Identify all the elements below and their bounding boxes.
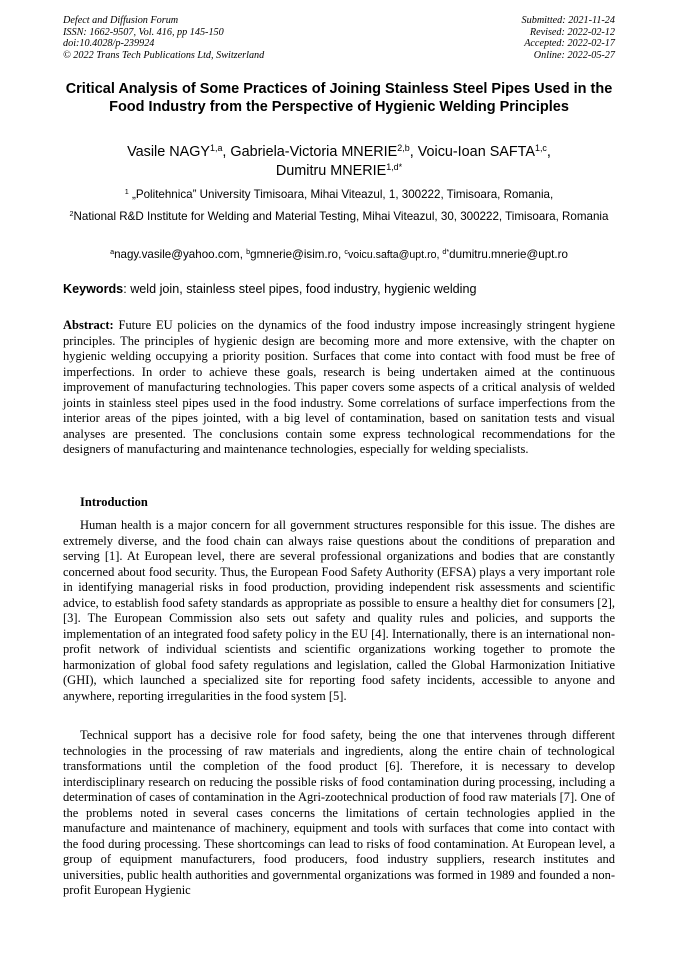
submitted-date: Submitted: 2021-11-24 [521,15,615,26]
issn-line: ISSN: 1662-9507, Vol. 416, pp 145-150 [63,26,224,38]
author: Voicu-Ioan SAFTA$^{1,c}$, [417,143,551,160]
author: Vasile NAGY$^{1,a}$, [127,143,231,160]
journal-header-right [522,15,615,61]
keywords [63,281,615,297]
keywords-label: Keywords [63,282,124,296]
online-date: Online: 2022-05-27 [533,49,615,61]
keywords-text: : weld join, stainless steel pipes, food industry, hygienic welding [123,282,477,296]
author-list [60,143,618,181]
accepted-date: Accepted: 2022-02-17 [524,38,615,50]
email[interactable]: $^c$voicu.safta@upt.ro, [344,247,443,261]
copyright-line: © 2022 Trans Tech Publications Ltd, Switzerland [63,49,265,61]
introduction-paragraph-1: Human health is a major concern for all government structures responsible for this issue. The dishes are extremely diverse, and the food chain can always raise questions about the conditions of preparation and serving [1]. At European level, there are several professional organizations and bodies that are constantly concerned about food security. Thus, the European Food Safety Authority (EFSA) plays a very important role in identifying managerial risks in food production, providing independent risk assessments and scientific advice, to establish food safety standards as appropriate as possible to ensure a healthy diet for consumers [2], [3]. The European Commission also sets out safety and quality rules and policies, and supports the implementation of an integrated food safety policy in the EU [4]. Internationally, there is an international non-profit network of individual scientists and scientific organizations working together to promote the harmonization of global food safety regulations and legislation, called the Global Harmonization Initiative (GHI), which launched a specialized site for reporting food safety incidents, accessible to anyone and anywhere, reporting irregularities in the food system [5]. [63,518,615,704]
section-heading-introduction: Introduction [80,495,148,509]
email[interactable]: $^{d*}$dumitru.mnerie@upt.ro [442,247,568,261]
affiliation-2: $^2$National R&D Institute for Welding and Material Testing, Mihai Viteazul, 30, 300222, Timisoara, Romania [69,209,609,223]
introduction-paragraph-2: Technical support has a decisive role for food safety, being the one that intervenes through different technologies in the processing of raw materials and ingredients, along the entire chain of technological transformations until the completion of the food product [6]. Therefore, it is necessary to develop interdisciplinary research on reducing the possible risks of food contamination during processing, including a determination of cases of contamination in the Agri-zootechnical production of food raw materials [7]. One of the problems noted in several cases concerns the limitations of certain technologies applied in the manufacture and maintenance of machinery, equipment and tools with surfaces that come into contact with the food during processing. These shortcomings can lead to risks of food contamination. At European level, a group of equipment manufacturers, food producers, food industry suppliers, research institutes and universities, public health authorities and governmental organizations was formed in 1989 and founded a non-profit European Hygienic [63,728,615,898]
author: Dumitru $MNERIE^{1,d*}$ [275,162,403,179]
paper-title: Critical Analysis of Some Practices of Joining Stainless Steel Pipes Used in the Food Industry from the Perspective of Hygienic Welding Principles [65,81,613,115]
journal-header-left [63,15,264,61]
email[interactable]: $^b$gmnerie@isim.ro, [246,247,345,261]
abstract [63,318,615,458]
journal-name: Defect and Diffusion Forum [63,15,179,26]
abstract-label: Abstract: [63,318,114,332]
email[interactable]: $^a$nagy.vasile@yahoo.com, [110,247,247,261]
author-emails [60,246,618,264]
abstract-text: Future EU policies on the dynamics of the food industry impose increasingly stringent hygiene principles. The principles of hygienic design are becoming more and more extensive, with the chapter on hygienic welding occupying a priority position. Surfaces that come into contact with food must be free of imperfections. In order to achieve these goals, research is being undertaken aimed at the continuous improvement of manufacturing technologies. This paper covers some aspects of a critical analysis of welded joints in stainless steel pipes used in the food industry. Some correlations of surface imperfections from the interior areas of the pipes jointed, with a big level of contamination, based on sanitation tests and visual analyses are presented. The conclusions contain some express technological recommendations for the designers of manufacturing and maintenance technologies, especially for welding specialists. [63,318,615,457]
revised-date: Revised: 2022-02-12 [529,26,615,38]
author: Gabriela-Victoria MNERIE$^{2,b}$, [230,143,418,160]
doi-line: doi:10.4028/p-239924 [63,38,155,50]
affiliation-1: $^1$ „Politehnica” University Timisoara, Mihai Viteazul, 1, 300222, Timisoara, Romania, [124,187,554,201]
